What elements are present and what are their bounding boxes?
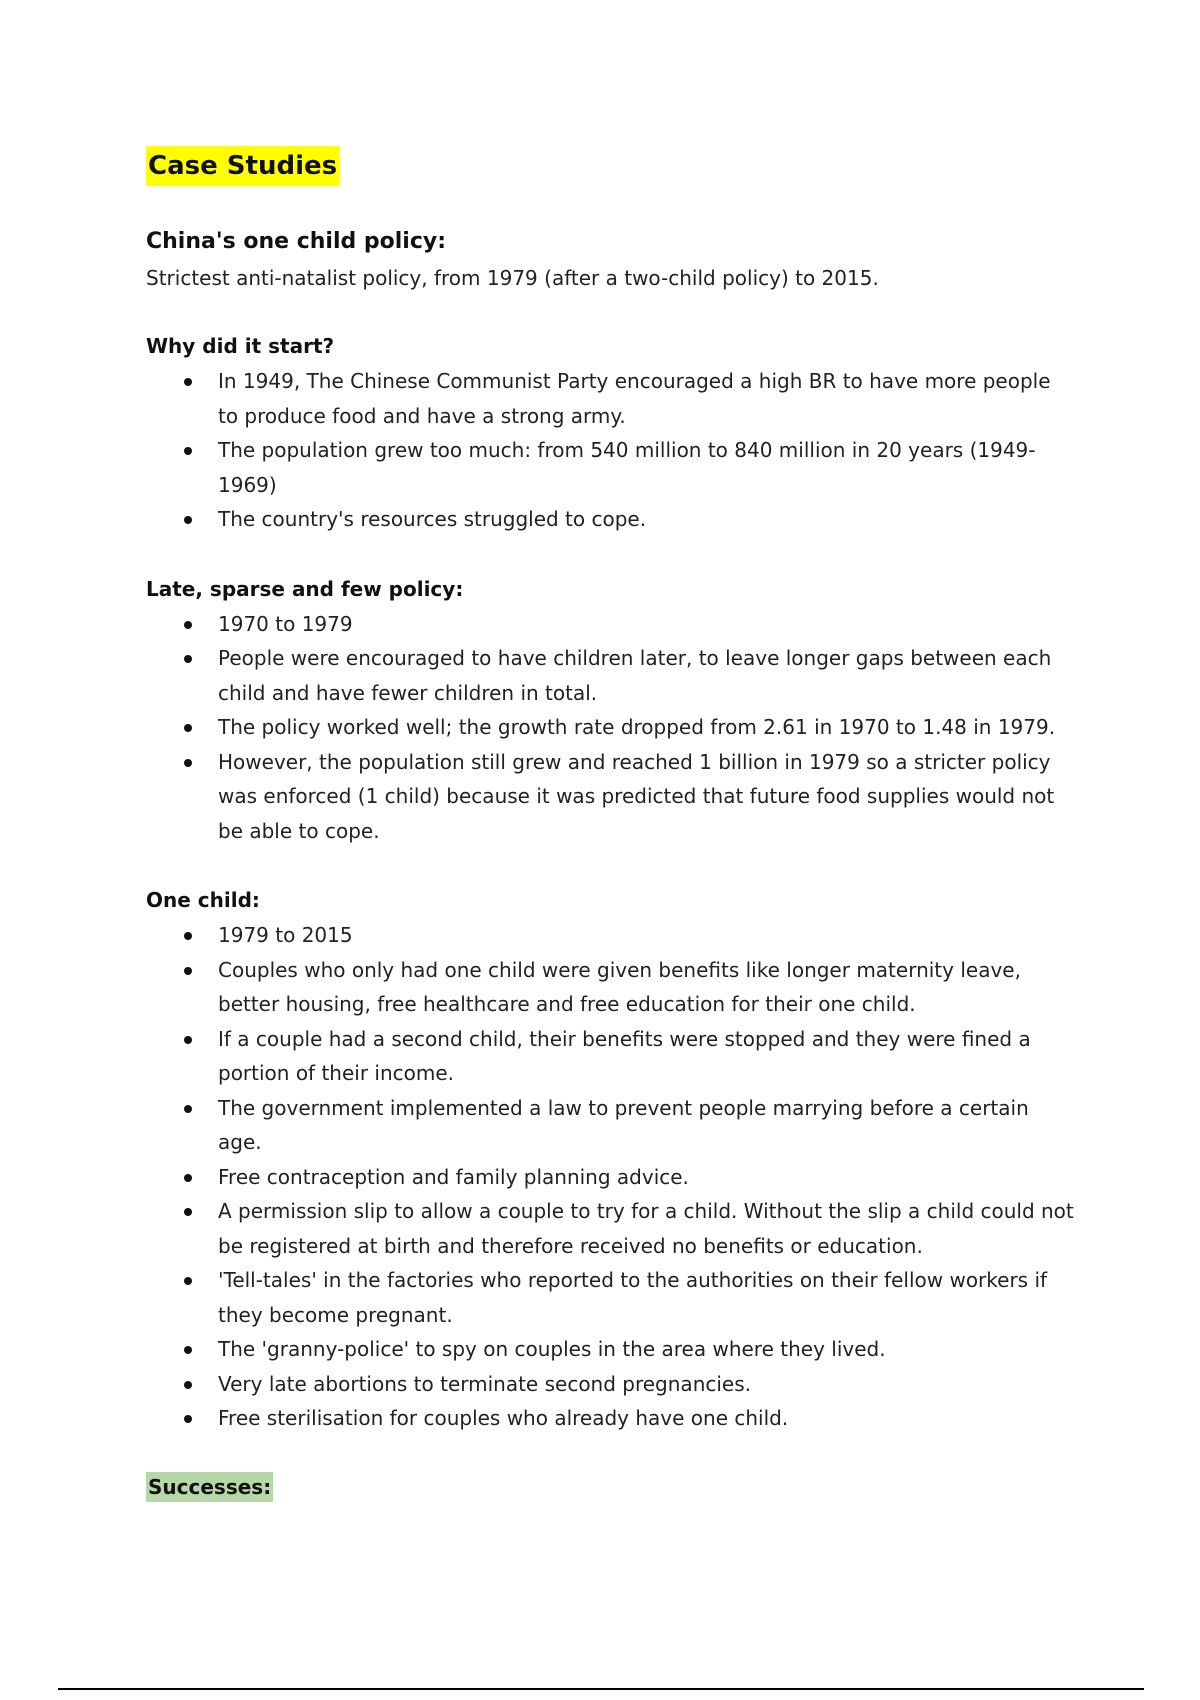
bullet-icon bbox=[184, 655, 192, 663]
list-item bbox=[146, 641, 1076, 710]
list-item-text: Free contraception and family planning advice. bbox=[218, 1164, 689, 1189]
list-item bbox=[146, 433, 1076, 502]
list-item-text: The population grew too much: from 540 million to 840 million in 20 years (1949-1969) bbox=[218, 438, 1036, 497]
section-heading-why-start: Why did it start? bbox=[146, 334, 335, 358]
bullet-list-why-start bbox=[146, 364, 1076, 537]
list-item-text: If a couple had a second child, their benefits were stopped and they were fined a portion of their income. bbox=[218, 1026, 1031, 1085]
list-item bbox=[146, 1194, 1076, 1263]
page-bottom-divider bbox=[58, 1688, 1144, 1690]
list-item bbox=[146, 1022, 1076, 1091]
page-title: Case Studies bbox=[146, 146, 339, 186]
bullet-icon bbox=[184, 1036, 192, 1044]
list-item-text: 1979 to 2015 bbox=[218, 923, 353, 947]
list-item bbox=[146, 953, 1076, 1022]
list-item-text: The country's resources struggled to cope. bbox=[218, 507, 647, 531]
list-item bbox=[146, 502, 1076, 537]
case-intro: Strictest anti-natalist policy, from 1979 (after a two-child policy) to 2015. bbox=[146, 266, 879, 290]
bullet-icon bbox=[184, 378, 192, 386]
bullet-icon bbox=[184, 967, 192, 975]
bullet-icon bbox=[184, 724, 192, 732]
bullet-icon bbox=[184, 1346, 192, 1354]
list-item-text: The policy worked well; the growth rate dropped from 2.61 in 1970 to 1.48 in 1979. bbox=[218, 715, 1056, 739]
bullet-icon bbox=[184, 516, 192, 524]
bullet-icon bbox=[184, 1105, 192, 1113]
list-item-text: 1970 to 1979 bbox=[218, 611, 353, 636]
list-item bbox=[146, 918, 1076, 953]
list-item-text: People were encouraged to have children later, to leave longer gaps between each child and have fewer children in total. bbox=[218, 646, 1052, 705]
section-heading-one-child: One child: bbox=[146, 888, 260, 912]
list-item bbox=[146, 607, 1076, 642]
list-item bbox=[146, 745, 1076, 849]
list-item-text: In 1949, The Chinese Communist Party encouraged a high BR to have more people to produce food and have a strong army. bbox=[218, 369, 1051, 428]
bullet-icon bbox=[184, 759, 192, 767]
section-heading-late-sparse-few: Late, sparse and few policy: bbox=[146, 576, 464, 601]
bullet-icon bbox=[184, 1208, 192, 1216]
list-item-text: The government implemented a law to prevent people marrying before a certain age. bbox=[218, 1095, 1029, 1154]
bullet-list-late-sparse-few bbox=[146, 607, 1076, 849]
bullet-icon bbox=[184, 1174, 192, 1182]
list-item bbox=[146, 1401, 1076, 1436]
list-item bbox=[146, 1091, 1076, 1160]
bullet-list-one-child bbox=[146, 918, 1076, 1436]
list-item bbox=[146, 1332, 1076, 1367]
list-item-text: Couples who only had one child were given benefits like longer maternity leave, better housing, free healthcare and free education for their one child. bbox=[218, 957, 1021, 1016]
list-item bbox=[146, 710, 1076, 745]
bullet-icon bbox=[184, 447, 192, 455]
list-item-text: A permission slip to allow a couple to try for a child. Without the slip a child could not be registered at birth and therefore received no benefits or education. bbox=[218, 1199, 1074, 1258]
case-heading: China's one child policy: bbox=[146, 229, 447, 254]
document-page bbox=[146, 146, 1076, 1502]
bullet-icon bbox=[184, 621, 192, 629]
successes-heading: Successes: bbox=[146, 1472, 273, 1502]
list-item-text: However, the population still grew and reached 1 billion in 1979 so a stricter policy was enforced (1 child) because it was predicted that future food supplies would not be able to cope. bbox=[218, 749, 1055, 843]
bullet-icon bbox=[184, 932, 192, 940]
list-item bbox=[146, 364, 1076, 433]
list-item-text: Free sterilisation for couples who already have one child. bbox=[218, 1406, 789, 1430]
list-item bbox=[146, 1263, 1076, 1332]
list-item-text: Very late abortions to terminate second pregnancies. bbox=[218, 1371, 751, 1396]
list-item bbox=[146, 1367, 1076, 1402]
bullet-icon bbox=[184, 1381, 192, 1389]
list-item-text: The 'granny-police' to spy on couples in the area where they lived. bbox=[218, 1337, 886, 1361]
list-item-text: 'Tell-tales' in the factories who reported to the authorities on their fellow workers if they become pregnant. bbox=[218, 1268, 1048, 1327]
bullet-icon bbox=[184, 1277, 192, 1285]
list-item bbox=[146, 1160, 1076, 1195]
bullet-icon bbox=[184, 1415, 192, 1423]
